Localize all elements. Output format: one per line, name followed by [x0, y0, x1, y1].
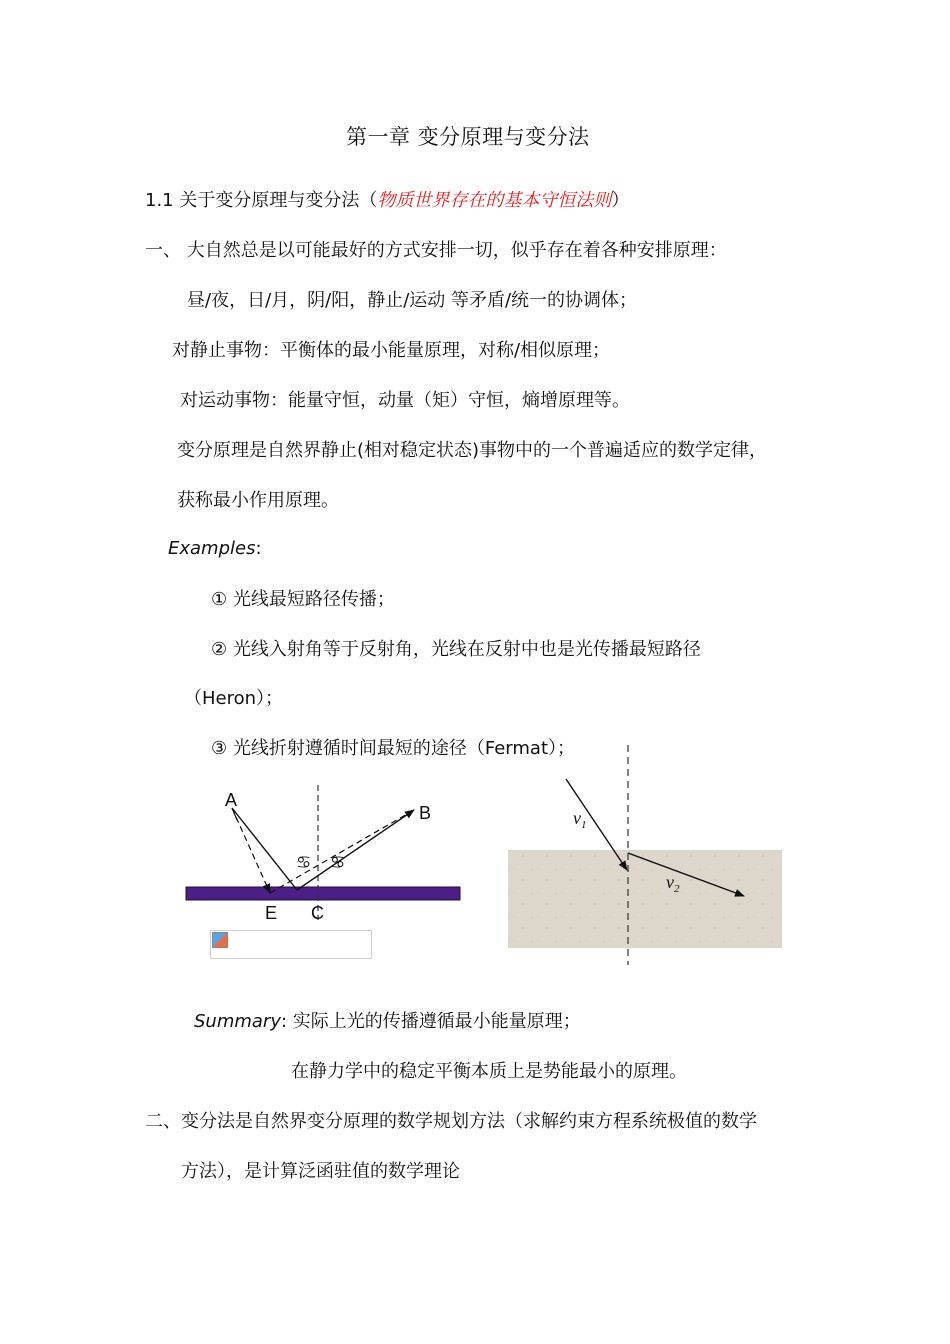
para1-sub3: 对运动事物：能量守恒，动量（矩）守恒，熵增原理等。: [180, 390, 630, 411]
v1-label: $v_1$: [573, 808, 587, 831]
v2-label: $v_2$: [666, 872, 680, 895]
example-item-2: ② 光线入射角等于反射角，光线在反射中也是光传播最短路径: [211, 639, 701, 660]
example-item-1: ① 光线最短路径传播；: [211, 589, 395, 610]
example-item-3: ③ 光线折射遵循时间最短的途径（Fermat）；: [211, 738, 576, 759]
chapter-title: 第一章 变分原理与变分法: [346, 125, 590, 149]
mirror-surface: [186, 887, 460, 900]
reflected-ray: [297, 810, 414, 890]
summary-line-1: [194, 1010, 581, 1034]
incidence-angle-symbol: ♋: [296, 853, 312, 873]
broken-image-placeholder: [210, 930, 372, 959]
alt-reflected-ray: [270, 810, 414, 893]
para1-sub5: 获称最小作用原理。: [177, 490, 339, 511]
reflection-figure: [186, 785, 460, 923]
para2-line-1: 二、变分法是自然界变分原理的数学规划方法（求解约束方程系统极值的数学: [145, 1111, 757, 1132]
alt-incident-ray: [232, 808, 270, 893]
example-item-2-cont: （Heron）；: [184, 688, 284, 709]
examples-colon: :: [255, 538, 262, 559]
point-b-label: B: [419, 803, 432, 823]
section-heading-close: ）: [611, 190, 630, 211]
section-heading-text: 1.1 关于变分原理与变分法（: [145, 190, 378, 211]
para1-sub1: 昼/夜，日/月，阴/阳，静止/运动 等矛盾/统一的协调体；: [187, 290, 638, 311]
summary-line-2: 在静力学中的稳定平衡本质上是势能最小的原理。: [291, 1061, 687, 1082]
refracting-medium: [508, 850, 782, 948]
para2-line-2: 方法），是计算泛函驻值的数学理论: [181, 1161, 460, 1182]
section-heading-emphasis: 物质世界存在的基本守恒法则: [377, 190, 612, 211]
summary-label: Summary: [194, 1011, 281, 1032]
point-e-label: E: [265, 903, 278, 923]
reflection-angle-symbol: ♋: [330, 853, 346, 873]
examples-label: Examples: [168, 538, 256, 559]
summary-text-1: 实际上光的传播遵循最小能量原理；: [287, 1011, 581, 1032]
point-a-label: A: [225, 790, 238, 810]
para1-line: 一、 大自然总是以可能最好的方式安排一切，似乎存在着各种安排原理：: [145, 240, 727, 261]
point-c-label: C: [311, 903, 324, 923]
incident-ray: [232, 808, 297, 890]
para1-sub4: 变分原理是自然界静止(相对稳定状态)事物中的一个普遍适应的数学定律，: [177, 440, 768, 461]
summary-colon: :: [281, 1011, 288, 1032]
para1-sub2: 对静止事物：平衡体的最小能量原理，对称/相似原理；: [172, 340, 611, 361]
broken-image-icon: [212, 932, 228, 948]
refraction-figure: [508, 745, 782, 965]
